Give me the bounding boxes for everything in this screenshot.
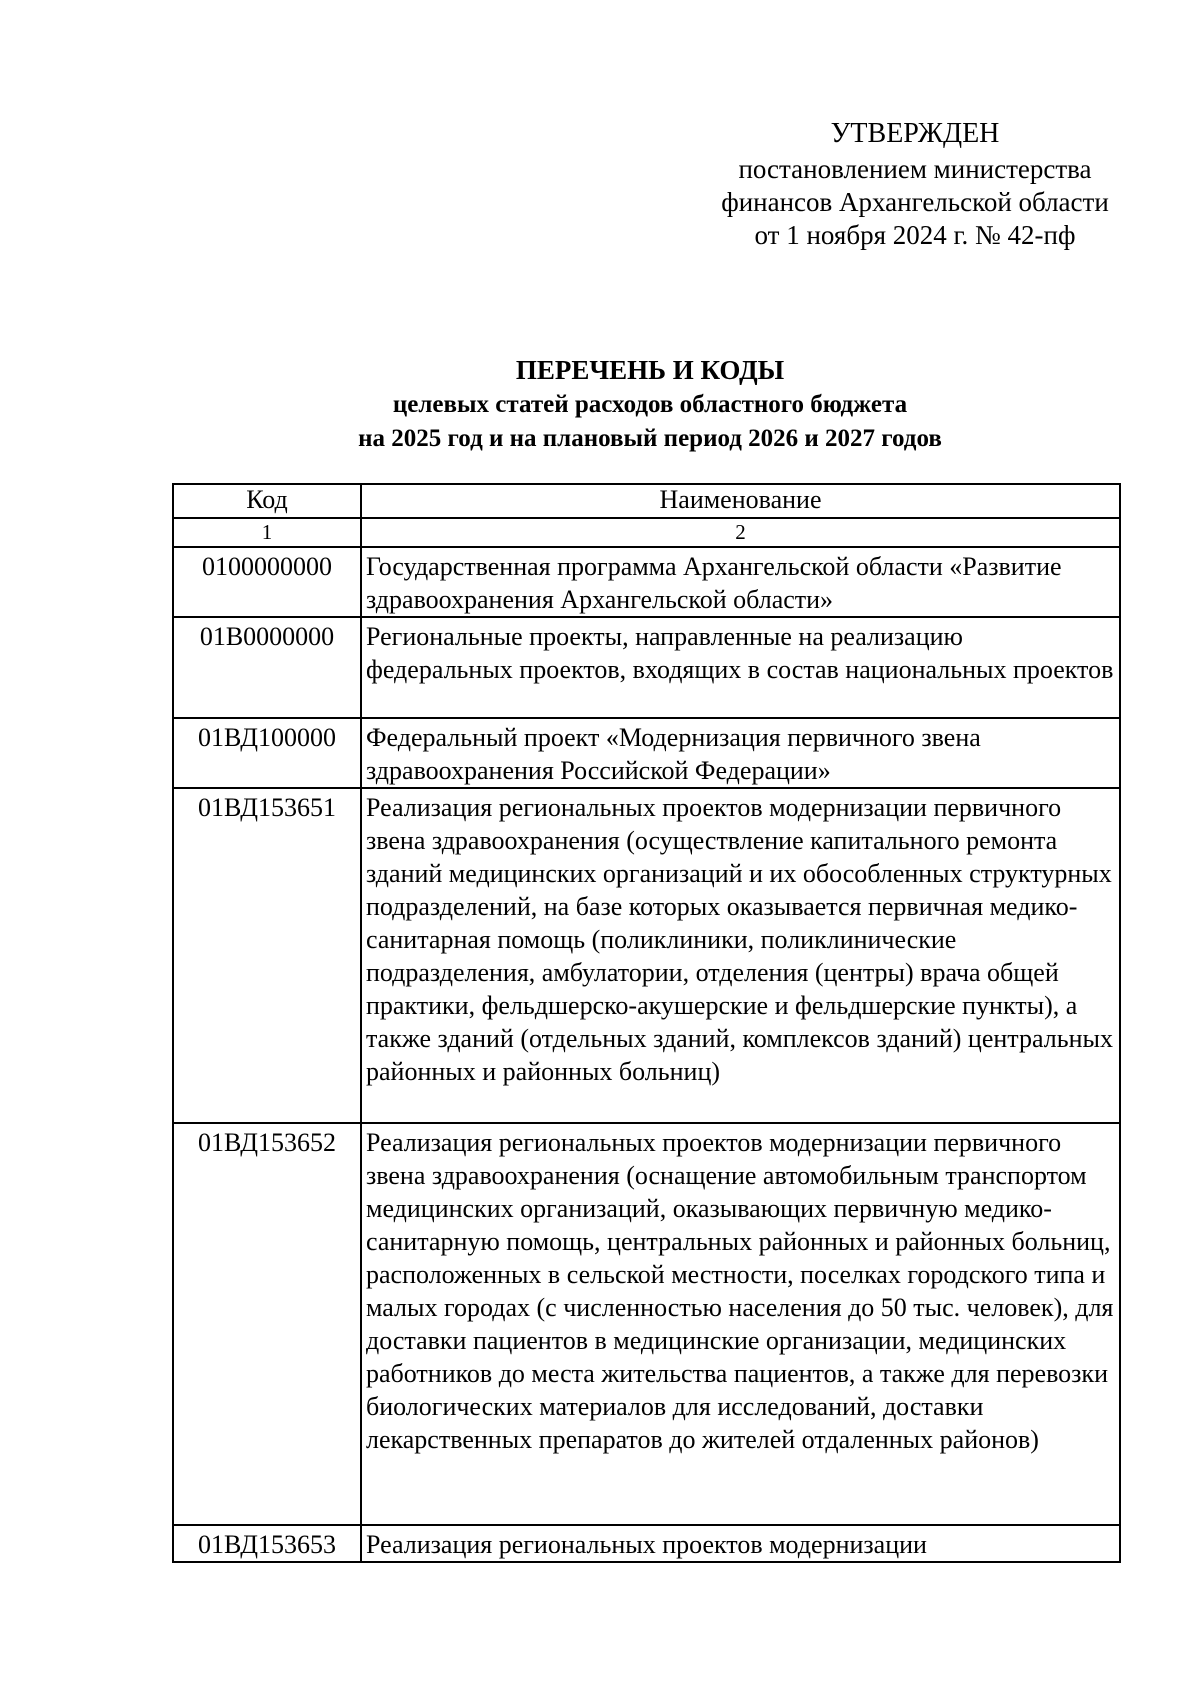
row-code: 01ВД153652 [173,1123,361,1525]
approval-line-1: постановлением министерства [738,154,1092,184]
table-row [173,547,1120,617]
row-code: 01ВД100000 [173,718,361,788]
row-code: 01В0000000 [173,617,361,718]
document-title: ПЕРЕЧЕНЬ И КОДЫ [515,355,785,385]
row-code: 01ВД153653 [173,1525,361,1562]
row-code: 01ВД153651 [173,788,361,1123]
column-header-name: Наименование [361,484,1120,518]
row-name: Реализация региональных проектов модернизации [361,1525,1120,1562]
approval-title: УТВЕРЖДЕН [830,118,1000,149]
document-heading [170,352,1130,456]
table-row [173,718,1120,788]
approval-block [690,115,1140,252]
row-name: Государственная программа Архангельской области «Развитие здравоохранения Архангельской области» [361,547,1120,617]
row-name: Региональные проекты, направленные на реализацию федеральных проектов, входящих в состав национальных проектов [361,617,1120,718]
table-row [173,788,1120,1123]
column-number-row [173,518,1120,547]
row-code: 0100000000 [173,547,361,617]
row-name: Федеральный проект «Модернизация первичного звена здравоохранения Российской Федерации» [361,718,1120,788]
row-name: Реализация региональных проектов модернизации первичного звена здравоохранения (осуществление капитального ремонта зданий медицинских организаций и их обособленных структурных подразделений, на базе которых оказывается первичная медико-санитарная помощь (поликлиники, поликлинические подразделения, амбулатории, отделения (центры) врача общей практики, фельдшерско-акушерские и фельдшерские пункты), а также зданий (отдельных зданий, комплексов зданий) центральных районных и районных больниц) [361,788,1120,1123]
column-header-code: Код [173,484,361,518]
approval-line-3: от 1 ноября 2024 г. № 42-пф [754,220,1076,250]
codes-table [172,483,1121,1563]
document-subtitle-1: целевых статей расходов областного бюджета [392,391,908,418]
document-subtitle-2: на 2025 год и на плановый период 2026 и 2027 годов [358,425,942,452]
table-header-row [173,484,1120,518]
approval-line-2: финансов Архангельской области [721,187,1109,217]
table-row [173,617,1120,718]
row-name: Реализация региональных проектов модернизации первичного звена здравоохранения (оснащение автомобильным транспортом медицинских организаций, оказывающих первичную медико-санитарную помощь, центральных районных и районных больниц, расположенных в сельской местности, поселках городского типа и малых городах (с численностью населения до 50 тыс. человек), для доставки пациентов в медицинские организации, медицинских работников до места жительства пациентов, а также для перевозки биологических материалов для исследований, доставки лекарственных препаратов до жителей отдаленных районов) [361,1123,1120,1525]
table-row [173,1123,1120,1525]
table-row [173,1525,1120,1562]
column-number-1: 1 [173,518,361,547]
column-number-2: 2 [361,518,1120,547]
